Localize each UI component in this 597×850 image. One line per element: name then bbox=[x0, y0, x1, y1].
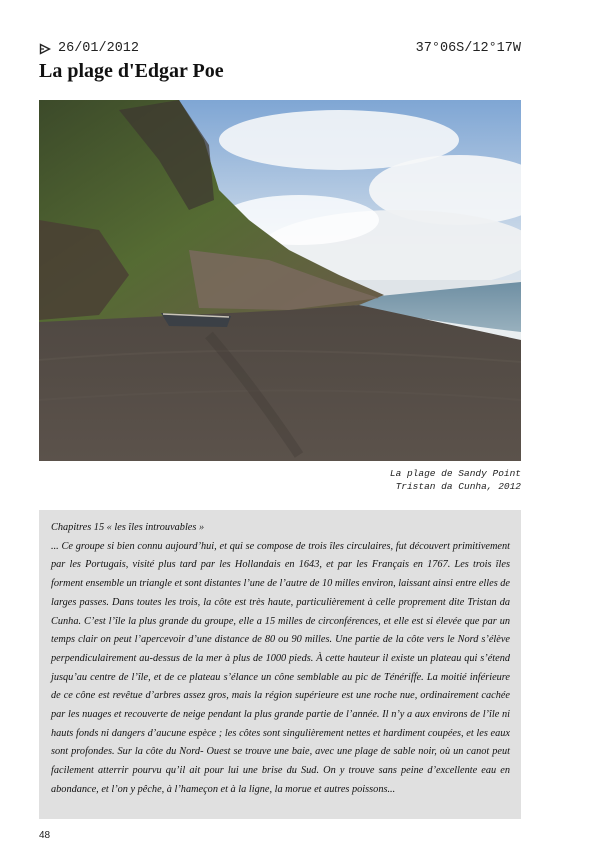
caption-line-2: Tristan da Cunha, 2012 bbox=[395, 481, 521, 492]
date-text: 26/01/2012 bbox=[58, 41, 140, 56]
page-title: La plage d'Edgar Poe bbox=[39, 60, 224, 82]
quote-box bbox=[39, 510, 521, 819]
date-block bbox=[39, 41, 139, 56]
caption-line-1: La plage de Sandy Point bbox=[389, 468, 521, 479]
quote-body: ... Ce groupe si bien connu aujourd’hui, et qui se compose de trois îles circulaires, fut découvert primitivement par les Portugais, visité plus tard par les Hollandais en 1643, et par les Français en 1767. Les trois îles forment ensemble un triangle et sont distantes l’une de l’autre de 10 milles environ, laissant ainsi entre elles de larges passes. Dans toutes les trois, la côte est très haute, particulièrement à celle proprement dite Tristan da Cunha. C’est l’île la plus grande du groupe, elle a 15 milles de circonférences, et elle est si élevée que par un temps clair on peut l’apercevoir d’une distance de 80 ou 90 milles. Une partie de la côte vers le Nord s’élève perpendiculairement au-dessus de la mer à plus de 1000 pieds. À cette hauteur il existe un plateau qui s’étend jusqu’au centre de l’île, et de ce plateau s’élance un cône semblable au pic de Ténériffe. La moitié inférieure de ce cône est revêtue d’arbres assez gros, mais la région supérieure est une roche nue, ordinairement cachée par les nuages et recouverte de neige pendant la plus grande partie de l’année. Il n’y a aux environs de l’île ni hauts fonds ni dangers d’aucune espèce ; les côtes sont singulièrement nettes et hardiment coupées, et les eaux sont profondes. Sur la côte du Nord- Ouest se trouve une baie, avec une plage de sable noir, où un canot peut facilement atterrir pourvu qu’il ait pour lui une brise du Sud. On y trouve sans peine d’excellente eau en abondance, et l’on y pêche, à l’hameçon et à la ligne, la morue et autres poissons... bbox=[51, 540, 510, 795]
meta-row bbox=[39, 41, 521, 59]
triangle-arrow-icon bbox=[39, 43, 51, 55]
coordinates-text: 37°06S/12°17W bbox=[415, 41, 521, 56]
page-number: 48 bbox=[39, 830, 51, 841]
photo-caption bbox=[390, 467, 521, 493]
beach-photo bbox=[39, 100, 521, 461]
quote-title: Chapitres 15 « les îles introuvables » bbox=[51, 522, 205, 533]
